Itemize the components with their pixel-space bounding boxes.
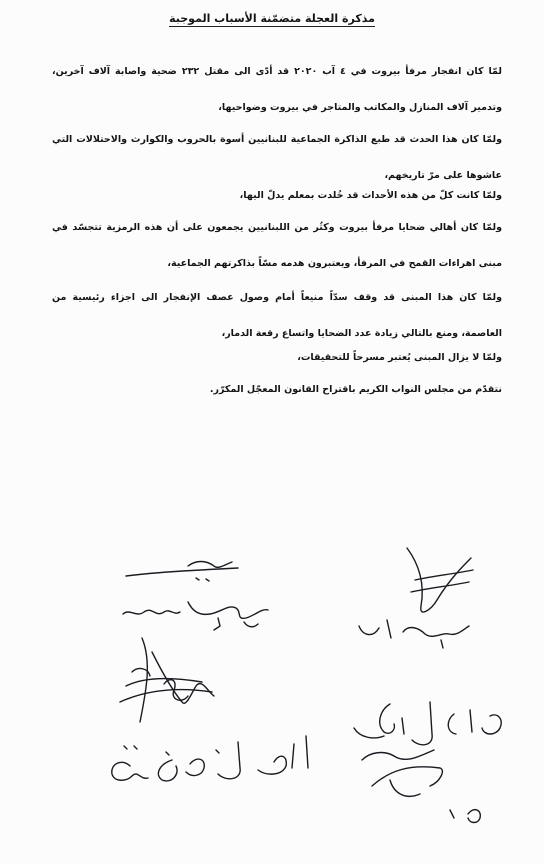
paragraph-6: ولمّا لا يزال المبنى يُعتبر مسرحاً للتحقيقات، bbox=[297, 352, 502, 363]
paragraph-3: ولمّا كانت كلّ من هذه الأحداث قد خُلدت بمعلم يدلّ اليها، bbox=[239, 190, 502, 201]
paragraph-4: ولمّا كان أهالي ضحايا مرفأ بيروت وكثُر من اللبنانيين يجمعون على أن هذه الرمزية تتجسّد في مبنى اهراءات القمح في المرفأ، ويعتبرون هدمه مسّاً بذاكرتهم الجماعية، bbox=[52, 222, 502, 269]
paragraph-1: لمّا كان انفجار مرفأ بيروت في ٤ آب ٢٠٢٠ قد أدّى الى مقتل ٢٣٢ ضحية واصابة آلاف آخرين، وتدمير آلاف المنازل والمكاتب والمتاجر في بيروت وضواحيها، bbox=[52, 66, 502, 113]
signature-top-right bbox=[345, 540, 515, 650]
paragraph-7: نتقدّم من مجلس النواب الكريم باقتراح القانون المعجّل المكرّر. bbox=[209, 384, 502, 395]
document-title bbox=[0, 12, 544, 25]
title-text: مذكرة العجلة متضمّنة الأسباب الموجبة bbox=[169, 12, 375, 25]
signature-bottom-left bbox=[96, 722, 326, 802]
signature-middle-left bbox=[112, 632, 242, 732]
signature-top-left bbox=[118, 552, 288, 642]
signature-bottom-right bbox=[350, 690, 520, 830]
paragraph-2: ولمّا كان هذا الحدث قد طبع الذاكرة الجماعية للبنانيين أسوة بالحروب والكوارث والاحتلالات التي عاشوها على مرّ تاريخهم، bbox=[52, 134, 502, 181]
paragraph-5: ولمّا كان هذا المبنى قد وقف سدّاً منيعاً أمام وصول عصف الإنفجار الى اجزاء رئيسية من العاصمة، ومنع بالتالي زيادة عدد الضحايا واتساع رقعة الدمار، bbox=[52, 292, 502, 339]
